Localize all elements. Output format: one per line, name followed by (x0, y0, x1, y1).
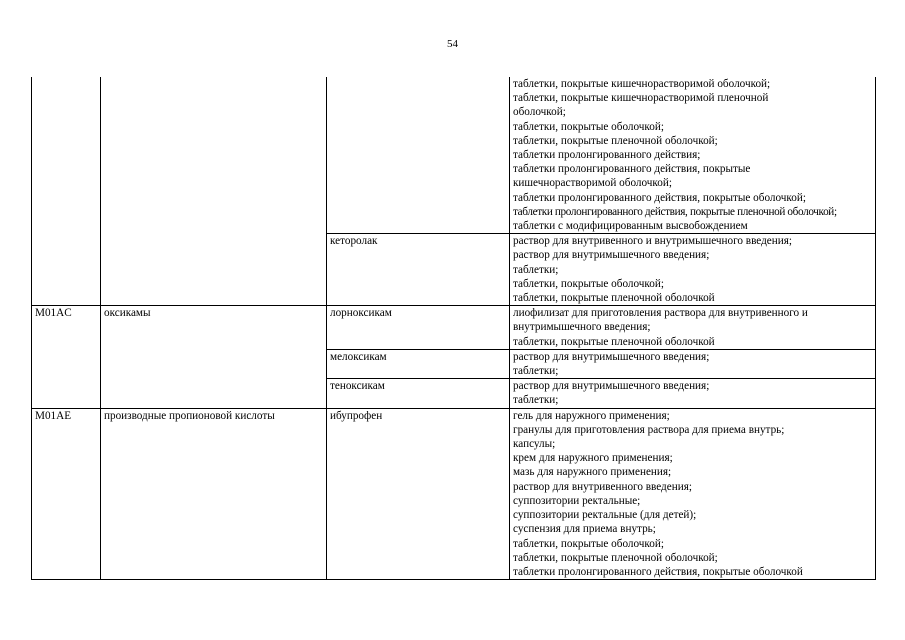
dosage-form-line: крем для наружного применения; (513, 452, 673, 465)
table-row (32, 234, 876, 306)
drug-name-cell: теноксикам (327, 379, 510, 408)
dosage-form-line: таблетки пролонгированного действия; (513, 149, 701, 162)
dosage-form-line: таблетки; (513, 263, 559, 276)
dosage-form-line: таблетки, покрытые кишечнорастворимой пленочной (513, 92, 769, 105)
dosage-form-line: кишечнорастворимой оболочкой; (513, 177, 672, 190)
dosage-forms-cell (510, 408, 876, 579)
dosage-form-line: раствор для внутривенного введения; (513, 480, 692, 493)
dosage-form-line: таблетки, покрытые пленочной оболочкой (513, 292, 715, 305)
dosage-form-line: таблетки с модифицированным высвобождением (513, 220, 748, 233)
dosage-forms-cell (510, 379, 876, 408)
dosage-form-line: гель для наружного применения; (513, 409, 670, 422)
atc-code-cell: M01AC (32, 306, 101, 350)
atc-code-cell: M01AE (32, 408, 101, 579)
drug-name-cell: кеторолак (327, 234, 510, 306)
dosage-form-line: таблетки пролонгированного действия, покрытые оболочкой; (513, 191, 806, 204)
dosage-form-line: капсулы; (513, 438, 556, 451)
group-name-cell (101, 77, 327, 234)
dosage-form-line: таблетки, покрытые оболочкой; (513, 277, 664, 290)
dosage-form-line: таблетки, покрытые пленочной оболочкой; (513, 551, 718, 564)
dosage-form-line: мазь для наружного применения; (513, 466, 672, 479)
drug-name-cell: ибупрофен (327, 408, 510, 579)
page-number: 54 (447, 38, 458, 50)
dosage-form-line: таблетки, покрытые пленочной оболочкой (513, 335, 715, 348)
table-row (32, 349, 876, 378)
group-name-cell: производные пропионовой кислоты (101, 408, 327, 579)
dosage-form-line: суппозитории ректальные (для детей); (513, 509, 697, 522)
dosage-form-line: таблетки, покрытые оболочкой; (513, 120, 664, 133)
atc-code-cell (32, 77, 101, 234)
dosage-form-line: раствор для внутримышечного введения; (513, 350, 710, 363)
dosage-form-line: таблетки пролонгированного действия, покрытые пленочной оболочкой; (513, 205, 837, 218)
dosage-form-line: таблетки; (513, 365, 559, 378)
dosage-form-line: раствор для внутривенного и внутримышечного введения; (513, 235, 793, 248)
table-row (32, 306, 876, 350)
dosage-form-line: оболочкой; (513, 106, 566, 119)
table-row (32, 408, 876, 579)
drug-table-body (32, 77, 876, 580)
dosage-form-line: суспензия для приема внутрь; (513, 523, 656, 536)
group-name-cell (101, 349, 327, 378)
dosage-form-line: раствор для внутримышечного введения; (513, 249, 710, 262)
dosage-form-line: раствор для внутримышечного введения; (513, 380, 710, 393)
dosage-forms-cell (510, 77, 876, 234)
group-name-cell (101, 379, 327, 408)
dosage-form-line: таблетки, покрытые пленочной оболочкой; (513, 134, 718, 147)
table-row (32, 77, 876, 234)
dosage-form-line: гранулы для приготовления раствора для приема внутрь; (513, 423, 785, 436)
atc-code-cell (32, 234, 101, 306)
dosage-form-line: внутримышечного введения; (513, 321, 651, 334)
dosage-form-line: суппозитории ректальные; (513, 494, 641, 507)
drug-name-cell (327, 77, 510, 234)
drug-table (31, 77, 876, 580)
dosage-form-line: лиофилизат для приготовления раствора для внутривенного и (513, 307, 808, 320)
drug-name-cell: мелоксикам (327, 349, 510, 378)
group-name-cell (101, 234, 327, 306)
dosage-forms-cell (510, 306, 876, 350)
dosage-form-line: таблетки; (513, 394, 559, 407)
atc-code-cell (32, 379, 101, 408)
group-name-cell: оксикамы (101, 306, 327, 350)
dosage-form-line: таблетки пролонгированного действия, покрытые (513, 163, 751, 176)
drug-name-cell: лорноксикам (327, 306, 510, 350)
dosage-form-line: таблетки пролонгированного действия, покрытые оболочкой (513, 565, 803, 578)
dosage-forms-cell (510, 234, 876, 306)
dosage-forms-cell (510, 349, 876, 378)
atc-code-cell (32, 349, 101, 378)
table-row (32, 379, 876, 408)
dosage-form-line: таблетки, покрытые оболочкой; (513, 537, 664, 550)
dosage-form-line: таблетки, покрытые кишечнорастворимой оболочкой; (513, 78, 771, 90)
